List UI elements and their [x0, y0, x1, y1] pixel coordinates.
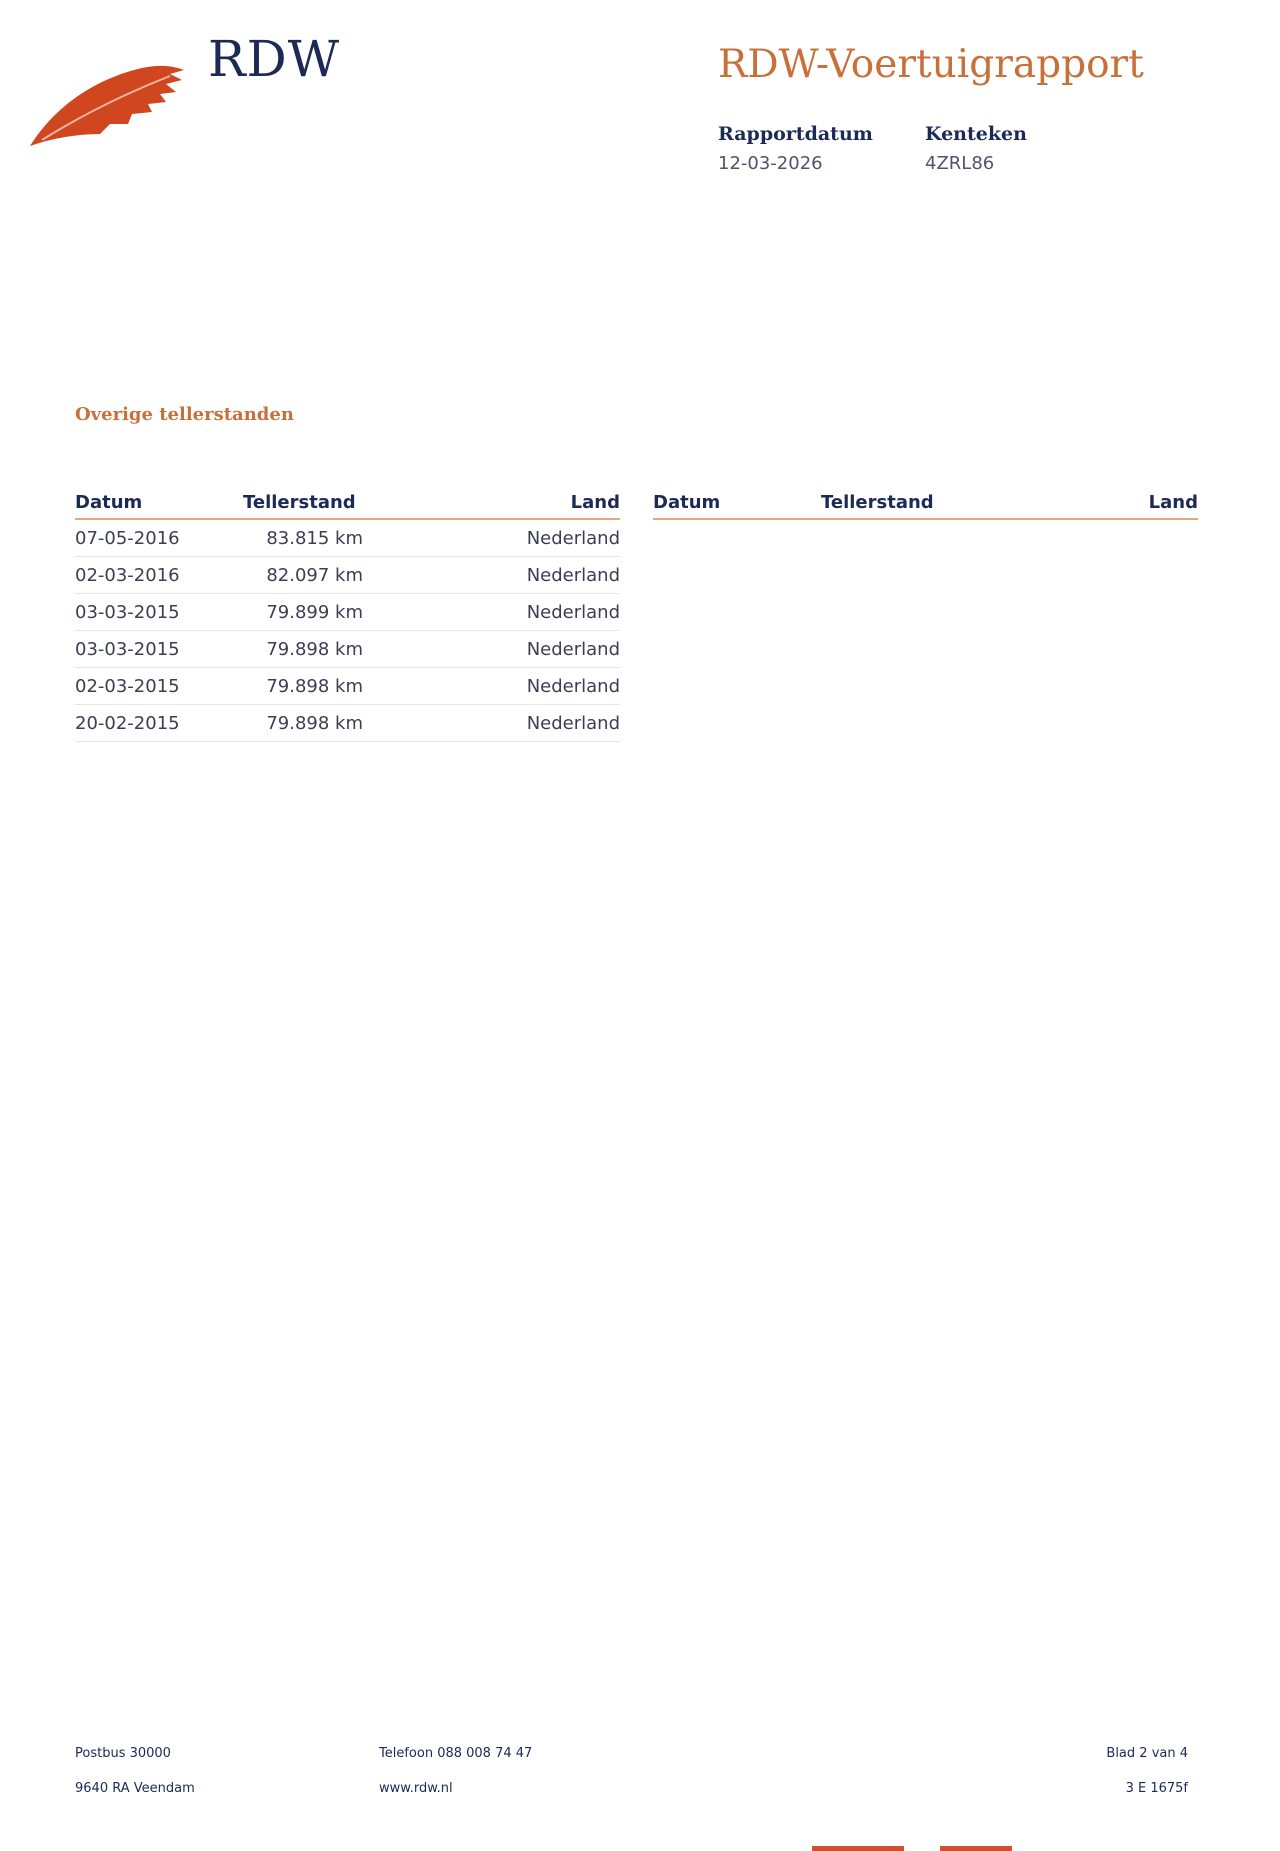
column-header-tellerstand: Tellerstand: [821, 492, 934, 513]
cell-tellerstand: 79.898 km: [266, 638, 363, 660]
cell-tellerstand: 83.815 km: [266, 527, 363, 549]
report-title: RDW-Voertuigrapport: [718, 42, 1144, 87]
column-header-datum: Datum: [75, 492, 143, 513]
footer-contact: [379, 1736, 532, 1806]
cell-tellerstand: 79.898 km: [266, 712, 363, 734]
cell-datum: 07-05-2016: [75, 527, 180, 549]
cell-land: Nederland: [526, 564, 620, 586]
report-date-block: [718, 123, 873, 174]
section-title: Overige tellerstanden: [75, 404, 294, 425]
bottom-tab-bar: [812, 1846, 904, 1851]
cell-datum: 02-03-2016: [75, 564, 180, 586]
table-row: [75, 594, 620, 631]
rdw-feather-logo-icon: [28, 62, 188, 146]
document-code: 3 E 1675f: [1125, 1781, 1188, 1796]
cell-tellerstand: 82.097 km: [266, 564, 363, 586]
cell-tellerstand: 79.898 km: [266, 675, 363, 697]
report-date-label: Rapportdatum: [718, 123, 873, 145]
cell-tellerstand: 79.899 km: [266, 601, 363, 623]
table-header: [75, 492, 620, 520]
table-row: [75, 520, 620, 557]
license-plate-label: Kenteken: [925, 123, 1027, 145]
footer-phone: Telefoon 088 008 74 47: [379, 1746, 533, 1761]
footer-postbus: Postbus 30000: [75, 1746, 171, 1761]
column-header-datum: Datum: [653, 492, 721, 513]
cell-land: Nederland: [526, 712, 620, 734]
table-row: [75, 631, 620, 668]
license-plate-value: 4ZRL86: [925, 153, 995, 174]
cell-land: Nederland: [526, 638, 620, 660]
odometer-table-right: [653, 492, 1198, 520]
column-header-land: Land: [570, 492, 620, 513]
cell-datum: 03-03-2015: [75, 638, 180, 660]
footer-page-info: [1106, 1736, 1188, 1806]
odometer-table-left: [75, 492, 620, 742]
bottom-tab-bar: [940, 1846, 1012, 1851]
report-date-value: 12-03-2026: [718, 153, 823, 174]
cell-land: Nederland: [526, 675, 620, 697]
footer-website-link[interactable]: www.rdw.nl: [379, 1781, 453, 1796]
table-row: [75, 668, 620, 705]
cell-datum: 02-03-2015: [75, 675, 180, 697]
cell-datum: 20-02-2015: [75, 712, 180, 734]
cell-land: Nederland: [526, 601, 620, 623]
table-row: [75, 705, 620, 742]
footer-address: [75, 1736, 195, 1806]
footer-city: 9640 RA Veendam: [75, 1781, 195, 1796]
page-number: Blad 2 van 4: [1106, 1746, 1188, 1761]
brand-name: RDW: [208, 30, 341, 88]
cell-land: Nederland: [526, 527, 620, 549]
table-row: [75, 557, 620, 594]
cell-datum: 03-03-2015: [75, 601, 180, 623]
table-header: [653, 492, 1198, 520]
license-plate-block: [925, 123, 1027, 174]
column-header-tellerstand: Tellerstand: [243, 492, 356, 513]
column-header-land: Land: [1148, 492, 1198, 513]
